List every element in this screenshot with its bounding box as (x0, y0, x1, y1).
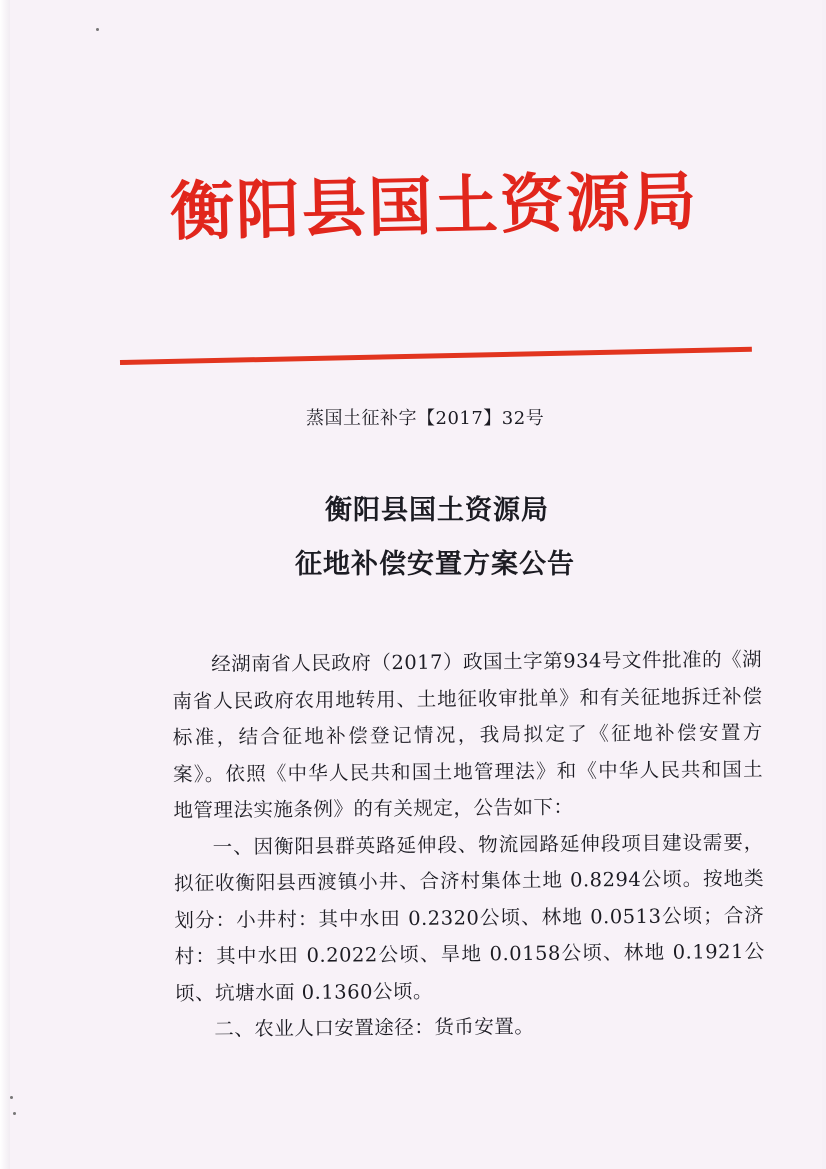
body-paragraph-intro: 经湖南省人民政府（2017）政国土字第934号文件批准的《湖南省人民政府农用地转用、土地征收审批单》和有关征地拆迁补偿标准，结合征地补偿登记情况，我局拟定了《征地补偿安置方案》。依照《中华人民共和国土地管理法》和《中华人民共和国土地管理法实施条例》的有关规定，公告如下： (172, 647, 764, 822)
scan-speck (10, 1096, 13, 1099)
body-paragraph-land-scope: 一、因衡阳县群英路延伸段、物流园路延伸段项目建设需要，拟征收衡阳县西渡镇小井、合济村集体土地 0.8294公顷。按地类划分：小井村：其中水田 0.2320公顷、林地 0.0513公顷；合济村：其中水田 0.2022公顷、旱地 0.0158公顷、林地 0.1921公顷、坑塘水面 0.1360公顷。 (173, 830, 765, 1005)
notice-title: 征地补偿安置方案公告 (295, 549, 575, 580)
scan-speck (13, 1112, 16, 1115)
letterhead-title: 衡阳县国土资源局 (169, 163, 699, 250)
body-paragraph-resettlement: 二、农业人口安置途径：货币安置。 (214, 1014, 535, 1041)
scan-speck (96, 28, 99, 31)
notice-body (172, 642, 765, 1049)
document-number: 蒸国土征补字【2017】32号 (306, 408, 545, 429)
notice-issuer-title: 衡阳县国土资源局 (325, 495, 549, 526)
